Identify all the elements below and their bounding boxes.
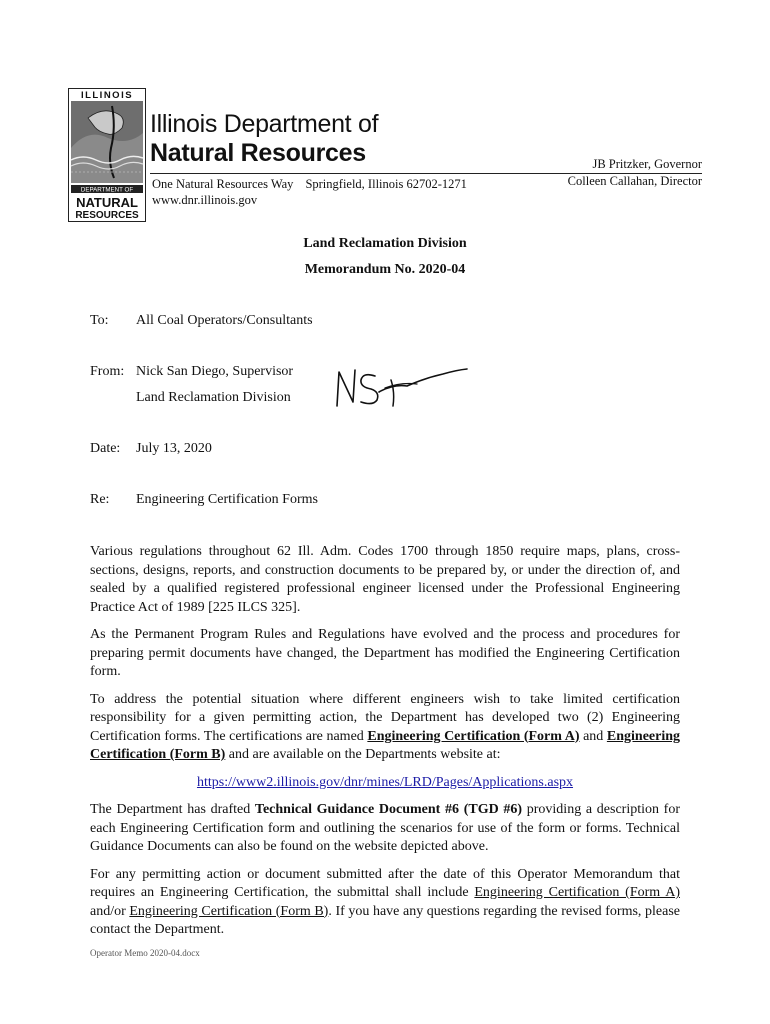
agency-name-line1: Illinois Department of [150,110,379,138]
body-paragraph-4: The Department has drafted Technical Guidance Document #6 (TGD #6) providing a description for each Engineering Certification form and outlining the scenarios for use of the form or forms. Technical Guidance Documents can also be found on the website depicted above. [90,802,680,854]
applications-link[interactable]: https://www2.illinois.gov/dnr/mines/LRD/Pages/Applications.aspx [196,774,574,790]
logo-resources-text: RESOURCES [75,210,139,221]
logo-department-text: DEPARTMENT OF [80,186,134,194]
signature-image [333,362,473,410]
logo-illinois-text: ILLINOIS [80,90,134,101]
address-street: One Natural Resources Way [152,177,294,191]
applications-link-line [90,774,680,793]
memo-body [90,543,680,949]
form-b-reference-2: Engineering Certification (Form B) [129,903,329,919]
governor-name: JB Pritzker, Governor [592,157,702,171]
body-paragraph-1: Various regulations throughout 62 Ill. Adm. Codes 1700 through 1850 require maps, plans, cross-sections, designs, reports, and construction documents to be prepared by, or under the direction of, and sealed by a qualified registered professional engineer licensed under the Professional Engineering Practice Act of 1989 [225 ILCS 325]. [90,544,680,615]
form-b-reference: Engineering Certification (Form B) [90,728,681,762]
idnr-logo [68,88,146,222]
from-label: From: [90,364,125,379]
body-paragraph-5: For any permitting action or document submitted after the date of this Operator Memorandum that requires an Engineering Certification, the submittal shall include Engineering Certification (Form A) and/or Engineering Certification (Form B). If you have any questions regarding the revised forms, please contact the Department. [90,866,680,937]
re-label: Re: [90,492,110,507]
agency-website: www.dnr.illinois.gov [152,193,258,207]
to-label: To: [90,313,109,328]
body-paragraph-2: As the Permanent Program Rules and Regulations have evolved and the process and procedures for preparing permit documents have changed, the Department has modified the Engineering Certification form. [90,627,680,679]
agency-name-line2: Natural Resources [150,139,366,167]
division-title: Land Reclamation Division [303,236,467,251]
date-label: Date: [90,441,121,456]
address-city: Springfield, Illinois 62702-1271 [305,177,467,191]
tgd-reference: Technical Guidance Document #6 (TGD #6) [254,802,523,817]
footer-filename: Operator Memo 2020-04.docx [90,948,200,958]
memo-number: Memorandum No. 2020-04 [304,262,466,277]
body-paragraph-3: To address the potential situation where different engineers wish to take limited certification responsibility for a given permitting action, the Department has developed two (2) Engineering Certification forms. The certifications are named Engineering Certification (Form A) and Engineering Certification (Form B) and are available on the Departments website at: [90,691,681,762]
from-value-division: Land Reclamation Division [136,390,291,405]
director-name: Colleen Callahan, Director [567,174,702,188]
date-value: July 13, 2020 [136,441,212,456]
from-value-name: Nick San Diego, Supervisor [136,364,294,379]
re-value: Engineering Certification Forms [136,492,318,507]
logo-natural-text: NATURAL [76,195,138,210]
agency-address [152,177,467,192]
form-a-reference: Engineering Certification (Form A) [367,728,580,744]
form-a-reference-2: Engineering Certification (Form A) [474,885,680,900]
to-value: All Coal Operators/Consultants [136,313,313,328]
